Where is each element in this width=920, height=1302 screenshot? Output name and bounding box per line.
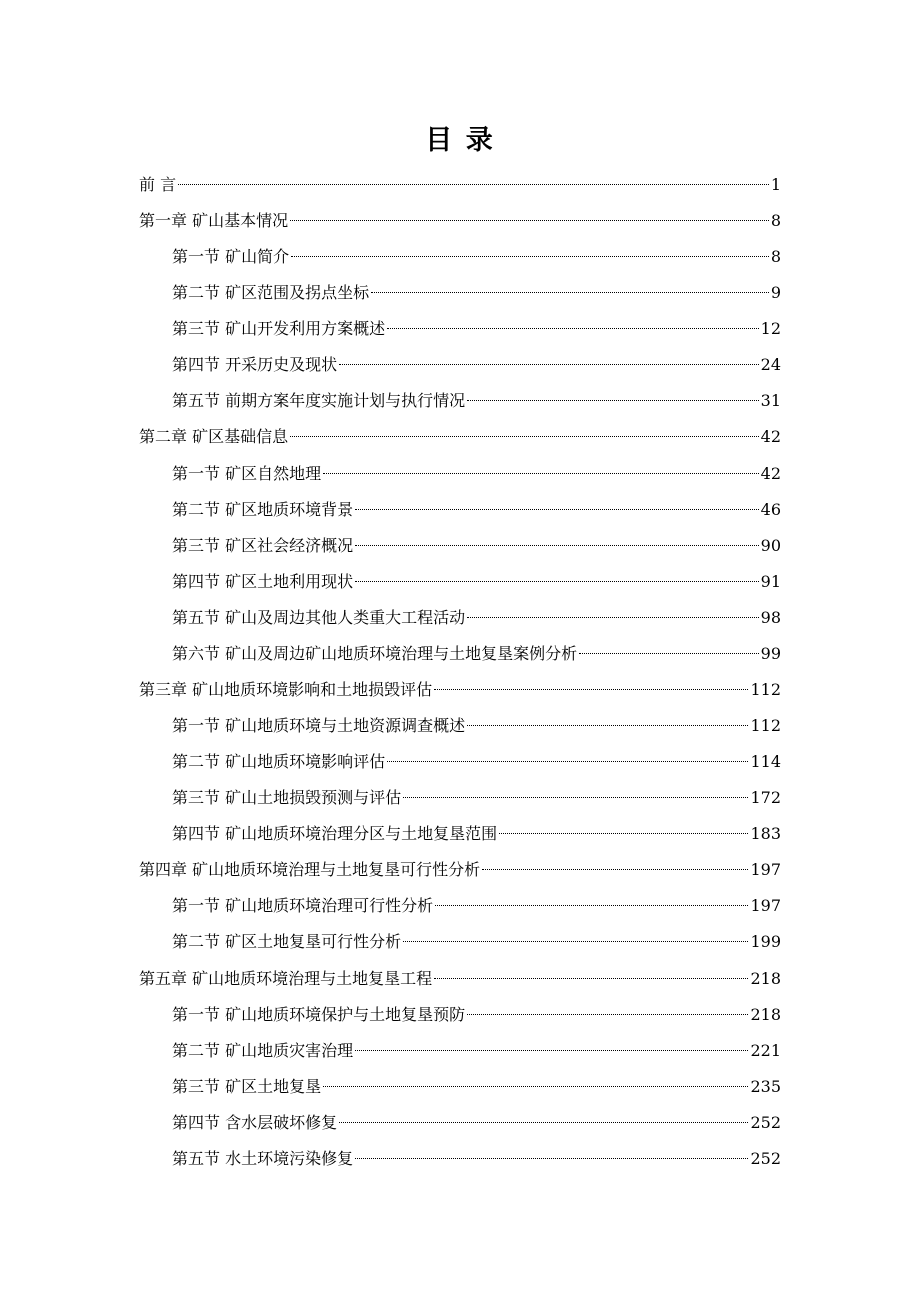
toc-entry-title: 第二章 矿区基础信息 — [139, 427, 289, 446]
toc-dot-leader — [467, 725, 748, 726]
toc-section-entry[interactable] — [172, 498, 781, 522]
toc-entry-title: 第三节 矿区土地复垦 — [172, 1077, 322, 1096]
toc-page-number: 42 — [760, 464, 781, 483]
toc-dot-leader — [579, 653, 759, 654]
toc-page-number: 197 — [750, 860, 781, 879]
toc-section-entry[interactable] — [172, 534, 781, 558]
toc-section-entry[interactable] — [172, 281, 781, 305]
toc-section-entry[interactable] — [172, 606, 781, 630]
toc-page-number: 252 — [750, 1113, 781, 1132]
toc-dot-leader — [467, 400, 759, 401]
toc-entry-title: 第二节 矿山地质灾害治理 — [172, 1041, 354, 1060]
toc-dot-leader — [290, 436, 759, 437]
toc-entry-title: 第一节 矿区自然地理 — [172, 464, 322, 483]
toc-entry-title: 第二节 矿山地质环境影响评估 — [172, 752, 386, 771]
toc-entry-title: 第二节 矿区地质环境背景 — [172, 500, 354, 519]
toc-dot-leader — [499, 833, 748, 834]
toc-entry-title: 第三章 矿山地质环境影响和土地损毁评估 — [139, 680, 433, 699]
toc-dot-leader — [323, 473, 759, 474]
toc-entry-title: 第一节 矿山地质环境保护与土地复垦预防 — [172, 1005, 466, 1024]
toc-dot-leader — [403, 941, 748, 942]
toc-page-number: 46 — [760, 500, 781, 519]
toc-dot-leader — [467, 617, 759, 618]
toc-chapter-entry[interactable] — [139, 858, 781, 882]
toc-entry-title: 第一节 矿山地质环境与土地资源调查概述 — [172, 716, 466, 735]
toc-page-number: 24 — [760, 355, 781, 374]
toc-page-number: 8 — [770, 211, 781, 230]
toc-page-number: 199 — [750, 932, 781, 951]
toc-dot-leader — [291, 256, 769, 257]
toc-chapter-entry[interactable] — [139, 209, 781, 233]
toc-section-entry[interactable] — [172, 930, 781, 954]
toc-dot-leader — [482, 869, 748, 870]
toc-dot-leader — [355, 509, 759, 510]
toc-section-entry[interactable] — [172, 1147, 781, 1171]
toc-page-number: 8 — [770, 247, 781, 266]
toc-page-number: 114 — [750, 752, 781, 771]
toc-section-entry[interactable] — [172, 389, 781, 413]
toc-dot-leader — [403, 797, 748, 798]
toc-entry-title: 第一节 矿山简介 — [172, 247, 290, 266]
toc-entry-title: 第一节 矿山地质环境治理可行性分析 — [172, 896, 434, 915]
toc-page-number: 1 — [770, 175, 781, 194]
toc-section-entry[interactable] — [172, 786, 781, 810]
toc-section-entry[interactable] — [172, 1039, 781, 1063]
toc-page-number: 112 — [750, 716, 781, 735]
toc-page-number: 98 — [760, 608, 781, 627]
toc-dot-leader — [339, 364, 759, 365]
toc-dot-leader — [387, 761, 748, 762]
toc-page-number: 91 — [760, 572, 781, 591]
toc-page-number: 42 — [760, 427, 781, 446]
toc-section-entry[interactable] — [172, 1003, 781, 1027]
toc-dot-leader — [434, 978, 748, 979]
toc-page-number: 197 — [750, 896, 781, 915]
toc-entry-title: 第五节 水土环境污染修复 — [172, 1149, 354, 1168]
toc-dot-leader — [355, 1158, 748, 1159]
toc-dot-leader — [290, 220, 769, 221]
toc-entry-title: 第四节 矿山地质环境治理分区与土地复垦范围 — [172, 824, 498, 843]
toc-section-entry[interactable] — [172, 642, 781, 666]
toc-entry-title: 第四章 矿山地质环境治理与土地复垦可行性分析 — [139, 860, 481, 879]
toc-page-number: 183 — [750, 824, 781, 843]
toc-page-number: 235 — [750, 1077, 781, 1096]
toc-entry-title: 第一章 矿山基本情况 — [139, 211, 289, 230]
toc-entry-title: 第三节 矿山开发利用方案概述 — [172, 319, 386, 338]
toc-dot-leader — [371, 292, 769, 293]
toc-title: 目 录 — [425, 125, 495, 156]
toc-entry-title: 第二节 矿区土地复垦可行性分析 — [172, 932, 402, 951]
toc-page-number: 218 — [750, 969, 781, 988]
toc-section-entry[interactable] — [172, 317, 781, 341]
toc-entry-title: 第五章 矿山地质环境治理与土地复垦工程 — [139, 969, 433, 988]
toc-entry-title: 前 言 — [139, 175, 177, 194]
toc-chapter-entry[interactable] — [139, 425, 781, 449]
toc-page-number: 31 — [760, 391, 781, 410]
toc-section-entry[interactable] — [172, 570, 781, 594]
toc-page-number: 12 — [760, 319, 781, 338]
toc-dot-leader — [323, 1086, 748, 1087]
toc-chapter-entry[interactable] — [139, 678, 781, 702]
toc-dot-leader — [467, 1014, 748, 1015]
toc-chapter-entry[interactable] — [139, 967, 781, 991]
toc-dot-leader — [355, 1050, 748, 1051]
toc-page-number: 172 — [750, 788, 781, 807]
toc-section-entry[interactable] — [172, 822, 781, 846]
toc-entry-title: 第四节 开采历史及现状 — [172, 355, 338, 374]
toc-entry-title: 第五节 前期方案年度实施计划与执行情况 — [172, 391, 466, 410]
toc-entry-title: 第三节 矿山土地损毁预测与评估 — [172, 788, 402, 807]
toc-chapter-entry[interactable] — [139, 173, 781, 197]
toc-section-entry[interactable] — [172, 1111, 781, 1135]
toc-section-entry[interactable] — [172, 245, 781, 269]
toc-dot-leader — [339, 1122, 748, 1123]
toc-dot-leader — [387, 328, 759, 329]
toc-section-entry[interactable] — [172, 353, 781, 377]
toc-entry-title: 第二节 矿区范围及拐点坐标 — [172, 283, 370, 302]
toc-entry-title: 第三节 矿区社会经济概况 — [172, 536, 354, 555]
toc-section-entry[interactable] — [172, 462, 781, 486]
toc-entry-title: 第四节 矿区土地利用现状 — [172, 572, 354, 591]
toc-dot-leader — [178, 184, 769, 185]
toc-dot-leader — [355, 581, 759, 582]
toc-page-number: 99 — [760, 644, 781, 663]
toc-dot-leader — [434, 689, 748, 690]
toc-section-entry[interactable] — [172, 750, 781, 774]
toc-page-number: 218 — [750, 1005, 781, 1024]
toc-dot-leader — [435, 905, 748, 906]
toc-dot-leader — [355, 545, 759, 546]
toc-page-number: 112 — [750, 680, 781, 699]
toc-page-number: 9 — [770, 283, 781, 302]
toc-section-entry[interactable] — [172, 1075, 781, 1099]
toc-entry-title: 第六节 矿山及周边矿山地质环境治理与土地复垦案例分析 — [172, 644, 578, 663]
toc-page-number: 252 — [750, 1149, 781, 1168]
toc-entry-title: 第五节 矿山及周边其他人类重大工程活动 — [172, 608, 466, 627]
toc-section-entry[interactable] — [172, 714, 781, 738]
toc-page-number: 90 — [760, 536, 781, 555]
toc-page-number: 221 — [750, 1041, 781, 1060]
toc-entry-title: 第四节 含水层破坏修复 — [172, 1113, 338, 1132]
toc-section-entry[interactable] — [172, 894, 781, 918]
